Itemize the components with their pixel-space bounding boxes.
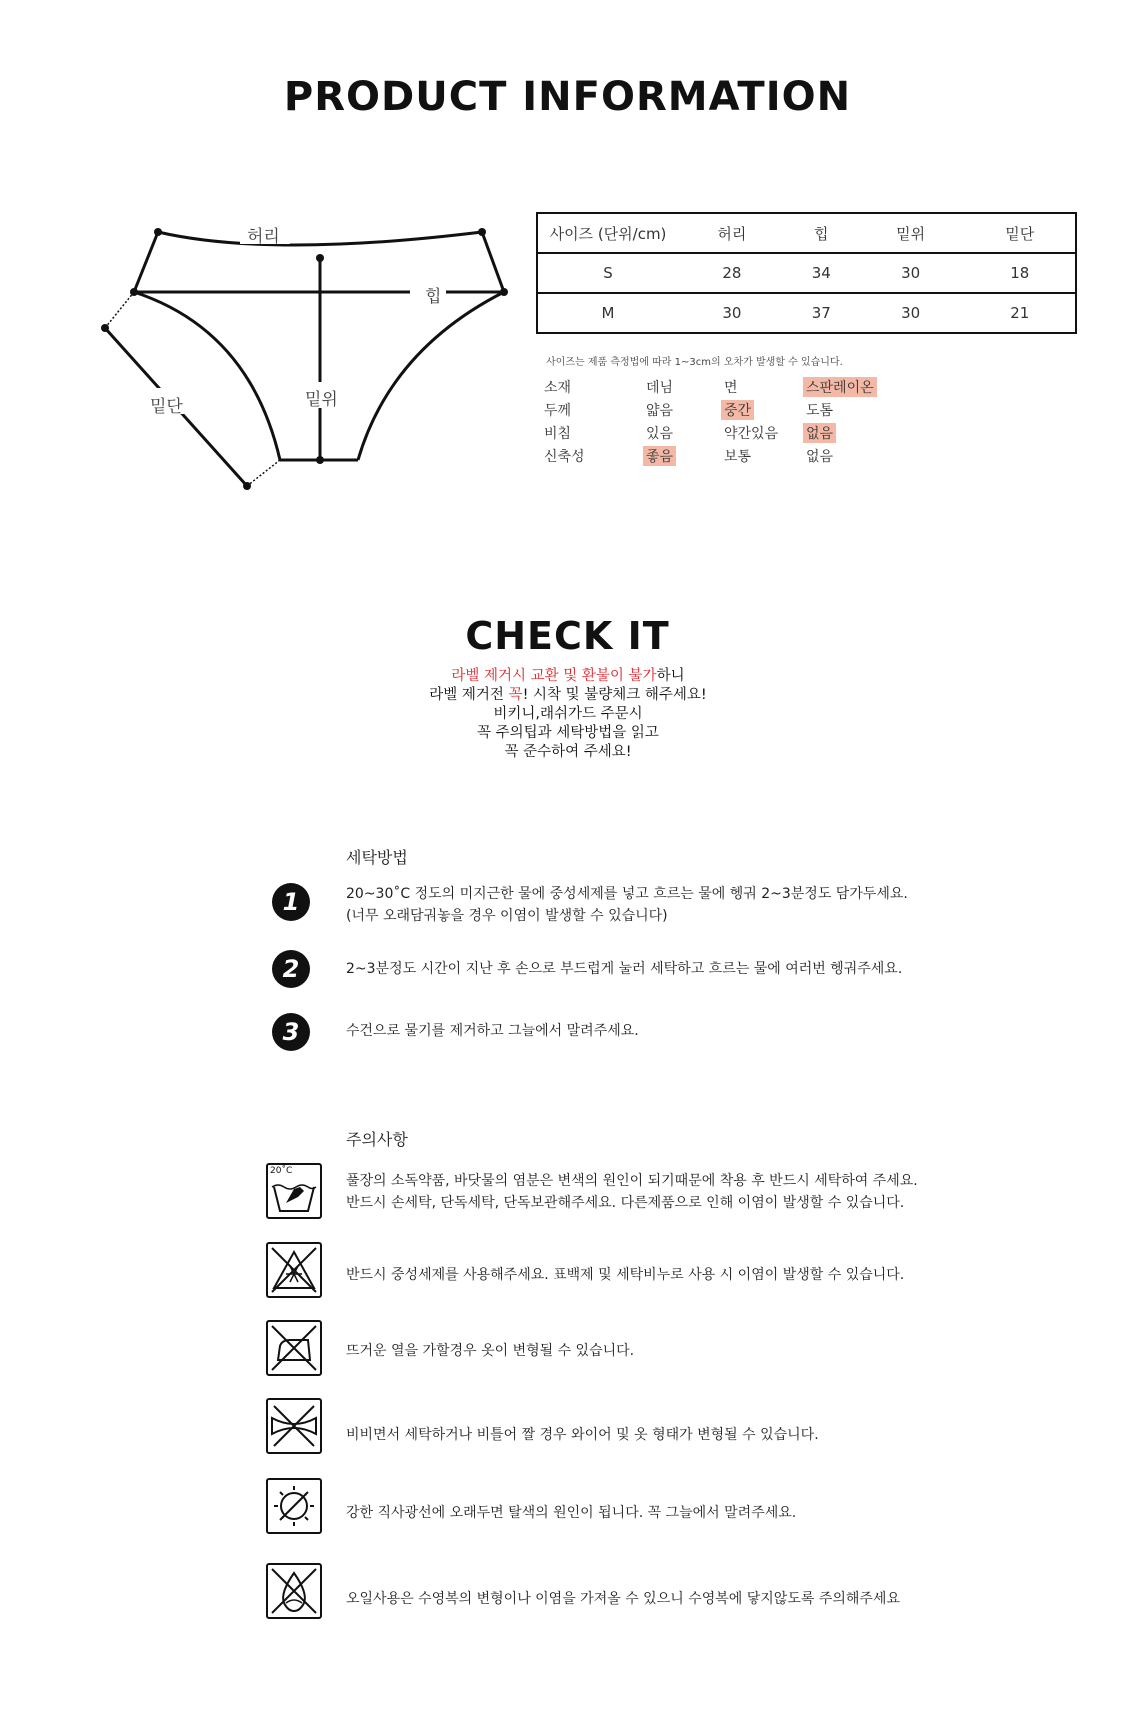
check-text: 하니 (656, 668, 685, 684)
caution-1-text (346, 1170, 1106, 1214)
no-iron-icon (266, 1320, 322, 1376)
step-text-line: (너무 오래담궈놓을 경우 이염이 발생할 수 있습니다) (346, 908, 668, 924)
table-header: 사이즈 (단위/cm) (537, 213, 678, 253)
check-title: CHECK IT (465, 614, 670, 658)
label-rise: 밑위 (305, 390, 338, 410)
property-label: 소재 (544, 380, 572, 396)
step-2-badge: 2 (272, 950, 310, 988)
property-label: 두께 (544, 403, 572, 419)
property-option: 없음 (806, 449, 834, 465)
caution-3-text: 뜨거운 열을 가할경우 옷이 변형될 수 있습니다. (346, 1343, 635, 1359)
caution-5-text: 강한 직사광선에 오래두면 탈색의 원인이 됩니다. 꼭 그늘에서 말려주세요. (346, 1505, 797, 1521)
table-cell: 30 (857, 253, 965, 293)
table-header: 힙 (786, 213, 857, 253)
property-option-selected: 중간 (721, 400, 754, 420)
table-header-row (537, 213, 1076, 253)
check-line-1 (268, 664, 868, 685)
label-leg: 밑단 (150, 397, 183, 417)
table-row (537, 293, 1076, 333)
step-1-text (346, 883, 1046, 927)
page-title: PRODUCT INFORMATION (283, 74, 852, 120)
property-row-stretch (544, 446, 964, 469)
check-warning-red: 라벨 제거시 교환 및 환불이 불가 (451, 668, 657, 684)
property-option-selected: 스판레이온 (803, 377, 877, 397)
size-table (536, 212, 1077, 334)
label-waist: 허리 (247, 227, 280, 247)
caution-text-line: 반드시 손세탁, 단독세탁, 단독보관해주세요. 다른제품으로 인해 이염이 발생할 수 있습니다. (346, 1195, 905, 1211)
property-option: 데님 (646, 380, 674, 396)
table-row (537, 253, 1076, 293)
property-row-thickness (544, 400, 964, 423)
caution-6-text: 오일사용은 수영복의 변형이나 이염을 가져올 수 있으니 수영복에 닿지않도록 주의해주세요 (346, 1591, 900, 1607)
table-cell: S (537, 253, 678, 293)
table-cell: 34 (786, 253, 857, 293)
table-cell: 30 (901, 304, 921, 322)
table-cell: 18 (964, 253, 1076, 293)
property-label: 신축성 (544, 449, 585, 465)
property-option: 도톰 (806, 403, 834, 419)
property-option: 면 (724, 380, 738, 396)
step-3-text: 수건으로 물기를 제거하고 그늘에서 말려주세요. (346, 1023, 639, 1039)
caution-text-line: 풀장의 소독약품, 바닷물의 염분은 변색의 원인이 되기때문에 착용 후 반드시 세탁하여 주세요. (346, 1173, 918, 1189)
caution-4-text: 비비면서 세탁하거나 비틀어 짤 경우 와이어 및 옷 형태가 변형될 수 있습니다. (346, 1427, 819, 1443)
check-text: ! 시착 및 불량체크 해주세요! (522, 687, 707, 703)
temperature-badge: 20˚C (270, 1166, 293, 1176)
check-line-2 (268, 683, 868, 704)
step-text-line: 20~30˚C 정도의 미지근한 물에 중성세제를 넣고 흐르는 물에 헹궈 2~3분정도 담가두세요. (346, 886, 908, 902)
property-row-sheerness (544, 423, 964, 446)
table-cell: 30 (722, 304, 742, 322)
property-option-selected: 좋음 (643, 446, 676, 466)
step-2-text: 2~3분정도 시간이 지난 후 손으로 부드럽게 눌러 세탁하고 흐르는 물에 여러번 헹궈주세요. (346, 961, 903, 977)
no-bleach-icon (266, 1242, 322, 1298)
check-line-5: 꼭 준수하여 주세요! (504, 744, 632, 760)
wash-heading: 세탁방법 (346, 848, 408, 867)
table-cell: 21 (1010, 304, 1030, 322)
property-option: 있음 (646, 426, 674, 442)
step-3-badge: 3 (272, 1013, 310, 1051)
bikini-bottom-diagram (90, 210, 530, 500)
check-line-4: 꼭 주의팁과 세탁방법을 읽고 (477, 725, 659, 741)
check-line-3: 비키니,래쉬가드 주문시 (493, 706, 643, 722)
caution-2-text: 반드시 중성세제를 사용해주세요. 표백제 및 세탁비누로 사용 시 이염이 발생할 수 있습니다. (346, 1267, 905, 1283)
table-header: 밑위 (857, 213, 965, 253)
size-note: 사이즈는 제품 측정법에 따라 1~3cm의 오차가 발생할 수 있습니다. (546, 357, 843, 368)
no-tumble-dry-icon (266, 1478, 322, 1534)
table-header: 허리 (678, 213, 786, 253)
table-cell: 28 (678, 253, 786, 293)
property-label: 비침 (544, 426, 572, 442)
property-option: 보통 (724, 449, 752, 465)
property-option: 얇음 (646, 403, 674, 419)
caution-heading: 주의사항 (346, 1130, 408, 1149)
property-option: 약간있음 (724, 426, 779, 442)
table-header: 밑단 (964, 213, 1076, 253)
properties (544, 377, 964, 469)
property-row-material (544, 377, 964, 400)
step-1-badge: 1 (272, 883, 310, 921)
check-warning-red: 꼭 (508, 687, 523, 703)
table-cell: M (601, 304, 615, 322)
check-text: 라벨 제거전 (429, 687, 509, 703)
label-hip: 힙 (425, 287, 442, 307)
table-cell: 37 (811, 304, 831, 322)
no-wring-icon (266, 1398, 322, 1454)
property-option-selected: 없음 (803, 423, 836, 443)
no-oil-icon (266, 1563, 322, 1619)
